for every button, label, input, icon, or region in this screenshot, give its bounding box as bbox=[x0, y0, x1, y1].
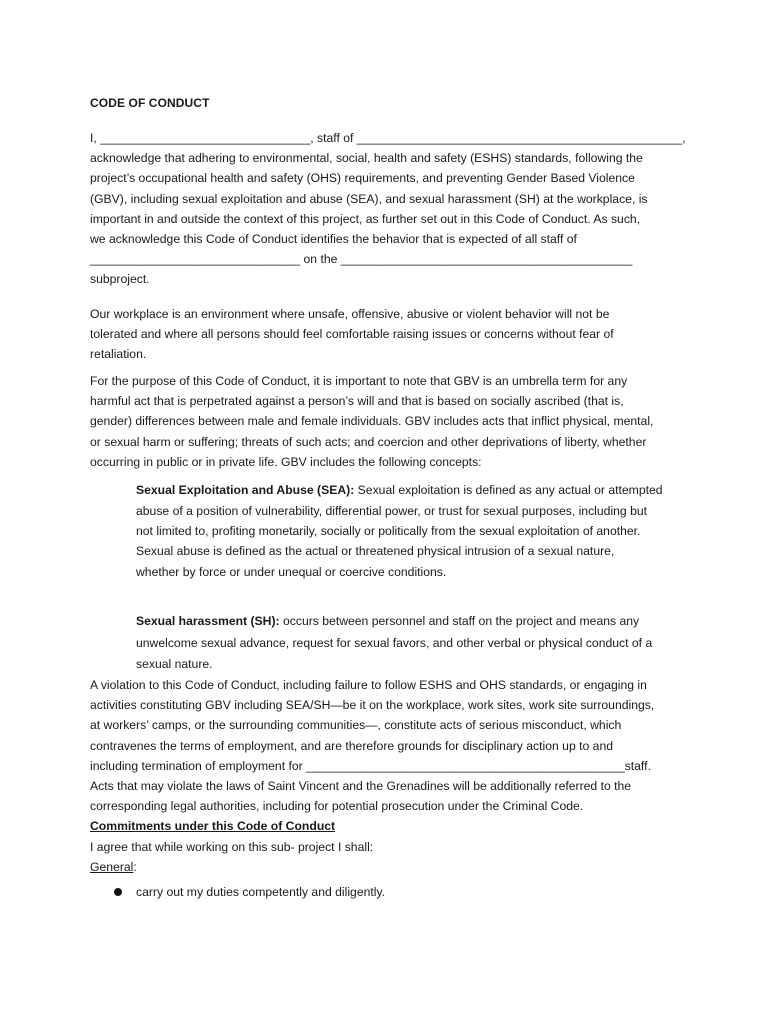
intro-line: acknowledge that adhering to environmental, social, health and safety (ESHS) standards, following the bbox=[90, 151, 643, 166]
bullet-dot-icon bbox=[114, 888, 122, 896]
sh-line: unwelcome sexual advance, request for sexual favors, and other verbal or physical conduct of a bbox=[136, 636, 653, 650]
commitments-heading: Commitments under this Code of Conduct bbox=[90, 819, 336, 834]
violation-line: Acts that may violate the laws of Saint Vincent and the Grenadines will be additionally referred to the bbox=[90, 779, 632, 794]
intro-line: project’s occupational health and safety (OHS) requirements, and preventing Gender Based Violence bbox=[90, 171, 635, 186]
intro-line: important in and outside the context of this project, as further set out in this Code of Conduct. As such, bbox=[90, 211, 641, 226]
sea-definition-start: Sexual exploitation is defined as any actual or attempted bbox=[354, 483, 663, 497]
intro-paragraph bbox=[90, 128, 686, 290]
sh-bullet-body bbox=[136, 610, 682, 674]
sh-term: Sexual harassment (SH): bbox=[136, 614, 280, 628]
violation-line: at workers’ camps, or the surrounding communities—, constitute acts of serious misconduct, which bbox=[90, 718, 622, 733]
workplace-line: tolerated and where all persons should feel comfortable raising issues or concerns without fear of bbox=[90, 327, 614, 342]
workplace-line: Our workplace is an environment where unsafe, offensive, abusive or violent behavior will not be bbox=[90, 307, 610, 321]
violation-line: corresponding legal authorities, including for potential prosecution under the Criminal Code. bbox=[90, 799, 584, 814]
gbv-line: or sexual harm or suffering; threats of such acts; and coercion and other deprivations of liberty, whether bbox=[90, 434, 647, 449]
intro-line: I, _______________________________, staff of ________________________________________________, bbox=[90, 131, 686, 145]
document-title: CODE OF CONDUCT bbox=[90, 96, 210, 110]
general-heading-line bbox=[90, 857, 682, 877]
agree-line: I agree that while working on this sub- project I shall: bbox=[90, 839, 374, 854]
violation-line: A violation to this Code of Conduct, including failure to follow ESHS and OHS standards, or engaging in bbox=[90, 678, 647, 692]
gbv-line: occurring in public or in private life. GBV includes the following concepts: bbox=[90, 454, 482, 469]
sea-line: Sexual abuse is defined as the actual or threatened physical intrusion of a sexual nature, bbox=[136, 544, 615, 559]
violation-line: activities constituting GBV including SEA/SH—be it on the workplace, work sites, work site surroundings, bbox=[90, 698, 655, 713]
gbv-line: For the purpose of this Code of Conduct, it is important to note that GBV is an umbrella term for any bbox=[90, 374, 628, 388]
sea-term: Sexual Exploitation and Abuse (SEA): bbox=[136, 483, 355, 497]
intro-line: subproject. bbox=[90, 272, 150, 287]
workplace-paragraph bbox=[90, 304, 682, 365]
sea-line: whether by force or under unequal or coercive conditions. bbox=[136, 564, 447, 579]
sh-first-line bbox=[136, 610, 682, 632]
general-heading: General bbox=[90, 859, 134, 874]
sea-line: not limited to, profiting monetarily, socially or politically from the sexual exploitation of another. bbox=[136, 524, 641, 539]
sea-first-line bbox=[136, 479, 682, 501]
general-list-item bbox=[136, 882, 682, 902]
violation-line: including termination of employment for _______________________________________________staff. bbox=[90, 758, 651, 773]
violation-paragraph bbox=[90, 675, 682, 877]
intro-line: _______________________________ on the ___________________________________________ bbox=[90, 252, 633, 267]
violation-line: contravenes the terms of employment, and are therefore grounds for disciplinary action up to and bbox=[90, 738, 613, 753]
general-heading-colon: : bbox=[133, 859, 137, 874]
intro-line: we acknowledge this Code of Conduct identifies the behavior that is expected of all staff of bbox=[90, 232, 577, 247]
general-item-text: carry out my duties competently and diligently. bbox=[136, 885, 386, 899]
sh-definition-start: occurs between personnel and staff on the project and means any bbox=[279, 614, 640, 628]
intro-line: (GBV), including sexual exploitation and abuse (SEA), and sexual harassment (SH) at the workplace, is bbox=[90, 191, 648, 206]
workplace-line: retaliation. bbox=[90, 347, 147, 362]
gbv-line: gender) differences between male and female individuals. GBV includes acts that inflict physical, mental, bbox=[90, 414, 654, 429]
sea-bullet-body bbox=[136, 479, 682, 582]
sh-line: sexual nature. bbox=[136, 657, 213, 671]
gbv-paragraph bbox=[90, 371, 682, 472]
sea-line: abuse of a position of vulnerability, differential power, or trust for sexual purposes, including but bbox=[136, 504, 648, 518]
gbv-line: harmful act that is perpetrated against a person’s will and that is based on socially ascribed (that is, bbox=[90, 394, 624, 409]
